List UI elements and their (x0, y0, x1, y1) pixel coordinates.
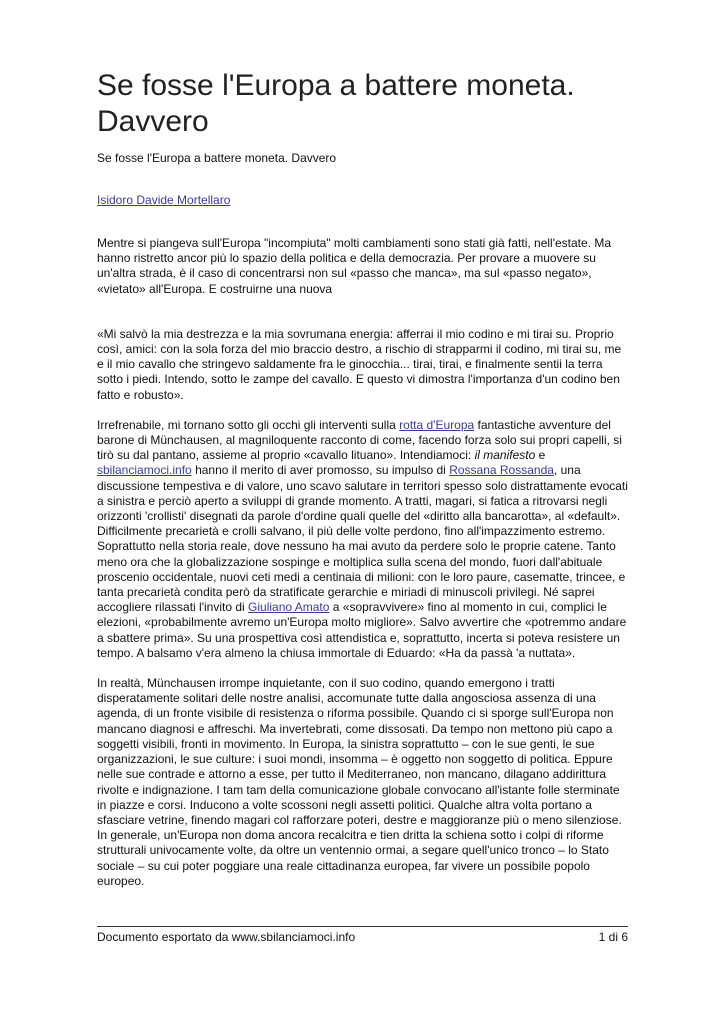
quote-paragraph: «Mi salvò la mia destrezza e la mia sovrumana energia: afferrai il mio codino e mi tirai su. Proprio così, amici: con la sola forza del mio braccio destro, a rischio di strapparmi il codino, mi tirai su, me e il mio cavallo che stringevo saldamente fra le ginocchia... tirai, tirai, e finalmente sentii la terra sotto i piedi. Intendo, sotto le zampe del cavallo. E questo vi dimostra l'importanza d'un codino ben fatto e robusto». (97, 326, 622, 402)
page-number: 1 di 6 (598, 930, 628, 944)
document-page (97, 0, 628, 1024)
page-subtitle: Se fosse l'Europa a battere moneta. Davvero (97, 151, 337, 165)
link-rotta-europa[interactable]: rotta d'Europa (399, 417, 475, 432)
text-span: a «sopravvivere» fino al momento in cui, complici le elezioni, «probabilmente avremo un'Europa molto migliore». Salvo avvertire che «potremmo andare a sbattere prima». Su una prospettiva così attendistica e, soprattutto, incerta si poteva resistere un tempo. A balsamo v'era almeno la chiusa immortale di Eduardo: «Ha da passà 'a nuttata». (97, 600, 627, 660)
text-span: e (538, 448, 546, 463)
publication-name: il manifesto (474, 448, 536, 463)
page-footer (97, 930, 628, 945)
author-link[interactable]: Isidoro Davide Mortellaro (97, 193, 231, 207)
text-span: , una discussione tempestiva e di valore, uno scavo salutare in territori spesso solo distrattamente evocati a sinistra e perciò aperto a sviluppi di grande momento. A tratti, magari, si fatica a ritrovarsi negli orizzonti 'crollisti' disegnati da parole d'ordine quali quelle del «diritto alla bancarotta», al «default». Difficilmente precarietà e crolli salvano, il più delle volte perdono, fino all'impazzimento estremo. Soprattutto nella storia reale, dove nessuno ha mai avuto da perdere solo le proprie catene. Tanto meno ora che la globalizzazione sospinge e moltiplica sulla scena del mondo, fuori dall'abituale proscenio occidentale, nuovi ceti medi a centinaia di milioni: con le loro paure, casematte, trincee, e tanta precarietà condita però da stratificate gerarchie e miriadi di minuscoli privilegi. Né saprei accogliere rilassati l'invito di (97, 463, 628, 615)
author-byline (97, 193, 230, 208)
text-span: Irrefrenabile, mi tornano sotto gli occhi gli interventi sulla (97, 417, 396, 432)
link-giuliano-amato[interactable]: Giuliano Amato (248, 600, 330, 615)
body-paragraph: In realtà, Münchausen irrompe inquietante, con il suo codino, quando emergono i tratti disperatamente solitari delle nostre analisi, accomunate tutte dalla angosciosa assenza di una agenda, di un fronte visibile di resistenza o riforma possibile. Quando ci si sporge sull'Europa non mancano diagnosi e affreschi. Ma invertebrati, come dissosati. Da tempo non mettono più capo a soggetti visibili, fronti in movimento. In Europa, la sinistra soprattutto – con le sue genti, le sue organizzazioni, le sue culture: i suoi mondi, insomma – è oggetto non soggetto di politica. Eppure nelle sue contrade e attorno a esse, per tutto il Mediterraneo, non mancano, dilagano addirittura rivolte e indignazione. I tam tam della comunicazione globale convocano all'istante folle sterminate in piazze e corsi. Inducono a volte scossoni negli assetti politici. Qualche altra volta portano a sfasciare vetrine, finendo magari col rafforzare poteri, destre e maggioranze più o meno silenziose. In generale, un'Europa non doma ancora recalcitra e tien dritta la schiena sotto i colpi di riforme strutturali univocamente volte, da oltre un ventennio ormai, a segare quell'unico tronco – lo Stato sociale – su cui poter poggiare una reale cittadinanza europea, far vivere un possibile popolo europeo. (97, 676, 622, 888)
footer-divider (97, 926, 628, 927)
page-title: Se fosse l'Europa a battere moneta. Davvero (97, 69, 575, 138)
text-span: hanno il merito di aver promosso, su impulso di (195, 463, 446, 478)
lead-paragraph: Mentre si piangeva sull'Europa "incompiuta" molti cambiamenti sono stati già fatti, nell'estate. Ma hanno ristretto ancor più lo spazio della politica e della democrazia. Per provare a muovere su un'altra strada, è il caso di concentrarsi non sul «passo che manca», ma sul «passo negato», «vietato» all'Europa. E costruirne una nuova (97, 236, 612, 296)
link-sbilanciamoci[interactable]: sbilanciamoci.info (97, 463, 192, 478)
text-span: fantastiche avventure del barone di Münchausen, al magniloquente racconto di come, facendo forza solo sui propri capelli, si tirò su dal pantano, assieme al proprio «cavallo lituano». Intendiamoci: (97, 417, 622, 463)
link-rossana-rossanda[interactable]: Rossana Rossanda (449, 463, 554, 478)
body-paragraph (97, 418, 628, 661)
article-body (97, 236, 628, 904)
footer-source: Documento esportato da www.sbilanciamoci.info (97, 930, 356, 944)
